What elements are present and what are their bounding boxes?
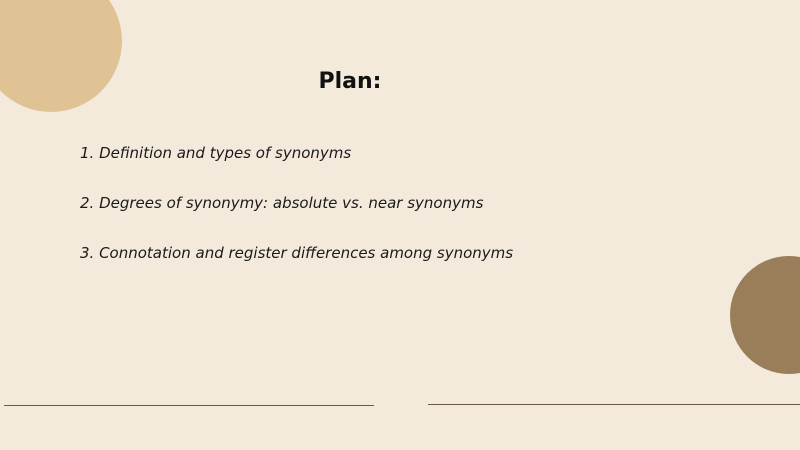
plan-list (80, 140, 513, 290)
plan-item: 2. Degrees of synonymy: absolute vs. near synonyms (80, 194, 484, 212)
slide-title: Plan: (318, 69, 382, 94)
divider-left (4, 405, 374, 406)
plan-item: 3. Connotation and register differences among synonyms (80, 244, 514, 262)
plan-item: 1. Definition and types of synonyms (80, 144, 352, 162)
divider-right (428, 404, 800, 405)
decorative-circle-right (730, 256, 800, 374)
